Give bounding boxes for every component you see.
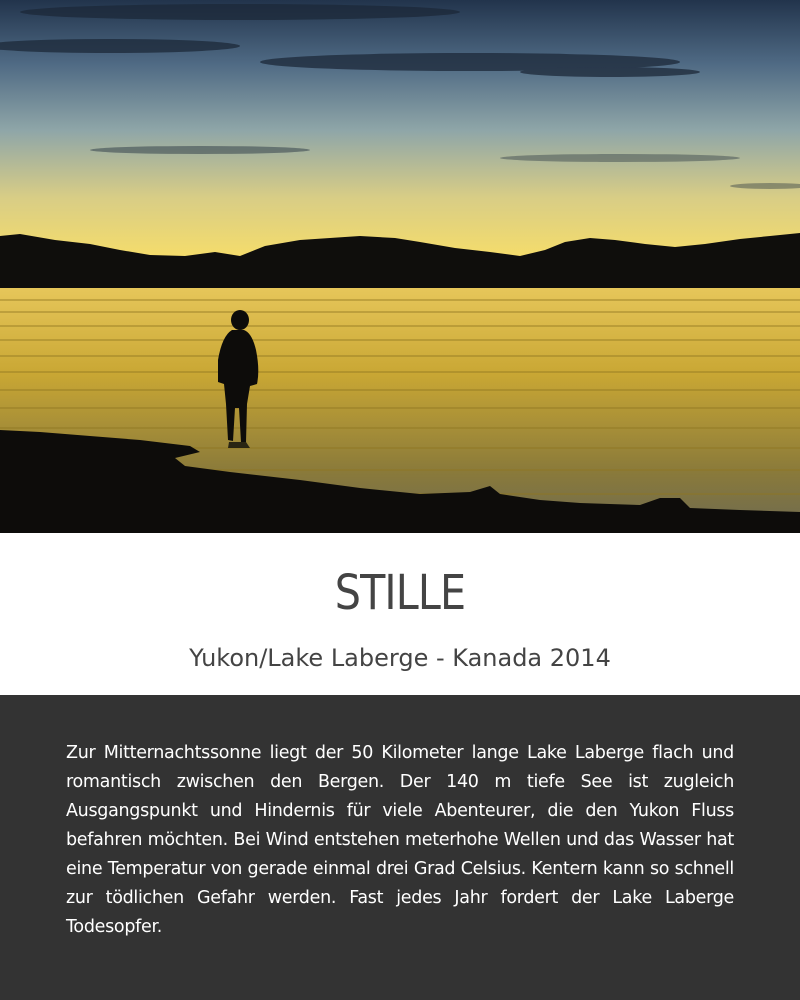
- title-block: [0, 533, 800, 695]
- poster-title: STILLE: [334, 565, 466, 621]
- description-text: Zur Mitternachtssonne liegt der 50 Kilometer lange Lake Laberge flach und romantisch zwischen den Bergen. Der 140 m tiefe See ist zugleich Ausgangspunkt und Hindernis für viele Abenteurer, die den Yukon Fluss befahren möchten. Bei Wind entstehen meterhohe Wellen und das Wasser hat eine Temperatur von gerade einmal drei Grad Celsius. Kentern kann so schnell zur tödlichen Gefahr werden. Fast jedes Jahr fordert der Lake Laberge Todesopfer.: [66, 743, 734, 937]
- poster-subtitle: Yukon/Lake Laberge - Kanada 2014: [189, 644, 611, 672]
- description-panel: [0, 695, 800, 1000]
